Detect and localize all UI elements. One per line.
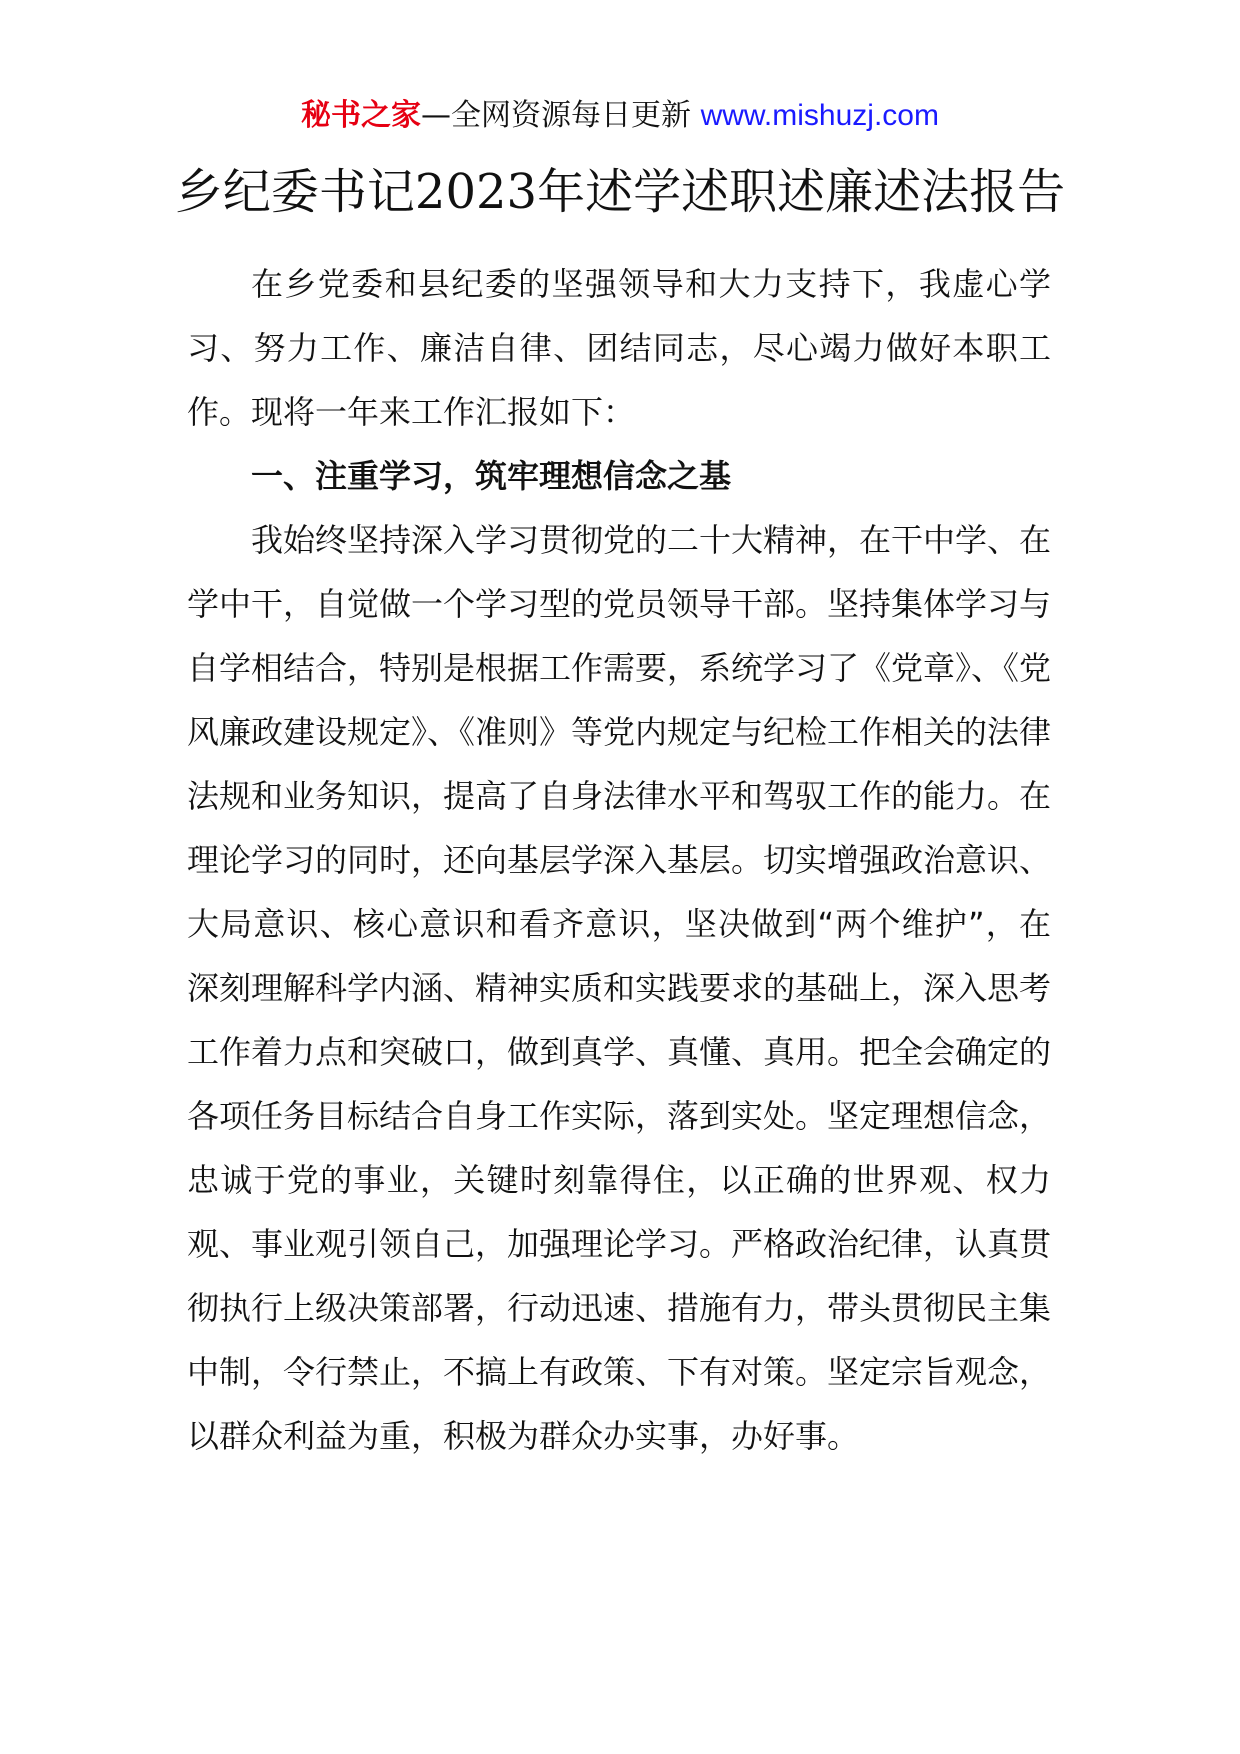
section-heading-1: 一、注重学习，筑牢理想信念之基 [251, 457, 732, 495]
intro-paragraph: 在乡党委和县纪委的坚强领导和大力支持下，我虚心学习、努力工作、廉洁自律、团结同志，尽心竭力做好本职工作。现将一年来工作汇报如下： [187, 265, 1051, 431]
section-1-paragraph: 我始终坚持深入学习贯彻党的二十大精神，在干中学、在学中干，自觉做一个学习型的党员领导干部。坚持集体学习与自学相结合，特别是根据工作需要，系统学习了《党章》、《党风廉政建设规定》、《准则》等党内规定与纪检工作相关的法律法规和业务知识，提高了自身法律水平和驾驭工作的能力。在理论学习的同时，还向基层学深入基层。切实增强政治意识、大局意识、核心意识和看齐意识，坚决做到“两个维护”，在深刻理解科学内涵、精神实质和实践要求的基础上，深入思考工作着力点和突破口，做到真学、真懂、真用。把全会确定的各项任务目标结合自身工作实际，落到实处。坚定理想信念，忠诚于党的事业，关键时刻靠得住，以正确的世界观、权力观、事业观引领自己，加强理论学习。严格政治纪律，认真贯彻执行上级决策部署，行动迅速、措施有力，带头贯彻民主集中制，令行禁止，不搞上有政策、下有对策。坚定宗旨观念，以群众利益为重，积极为群众办实事，办好事。 [187, 521, 1052, 1455]
title-suffix: 年述学述职述廉述法报告 [537, 164, 1066, 220]
title-year: 2023 [414, 164, 538, 220]
document-title [0, 160, 1240, 224]
site-url-link[interactable]: www.mishuzj.com [700, 99, 939, 132]
document-body [187, 252, 1051, 1468]
title-prefix: 乡纪委书记 [174, 164, 415, 220]
brand-name: 秘书之家 [301, 98, 422, 133]
header-tagline: —全网资源每日更新 [421, 98, 692, 133]
site-header [0, 96, 1240, 136]
